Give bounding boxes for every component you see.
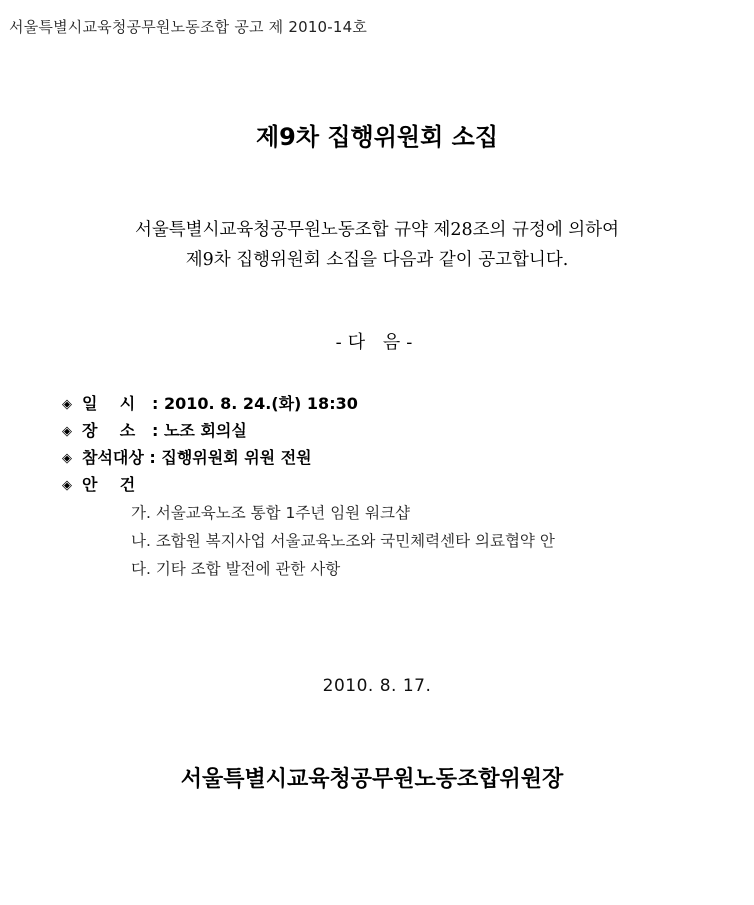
- issue-date: 2010. 8. 17.: [322, 676, 432, 696]
- detail-row-place: [62, 417, 358, 444]
- intro-paragraph: [0, 215, 754, 275]
- agenda-item: 다. 기타 조합 발전에 관한 사항: [131, 560, 341, 578]
- diamond-bullet-icon: ◈: [62, 478, 72, 493]
- intro-line-1: 서울특별시교육청공무원노동조합 규약 제28조의 규정에 의하여: [134, 220, 620, 240]
- detail-label-place: 장 소: [82, 421, 136, 440]
- agenda-list: [131, 499, 555, 583]
- meeting-details: [62, 390, 358, 498]
- detail-row-agenda: [62, 471, 358, 498]
- intro-line-2: 제9차 집행위원회 소집을 다음과 같이 공고합니다.: [185, 250, 569, 270]
- diamond-bullet-icon: ◈: [62, 451, 72, 466]
- detail-label-date: 일 시: [82, 394, 136, 413]
- section-separator: -다 음-: [335, 332, 419, 353]
- detail-row-date: [62, 390, 358, 417]
- agenda-item: 나. 조합원 복지사업 서울교육노조와 국민체력센타 의료협약 안: [131, 532, 555, 550]
- detail-row-attendees: [62, 444, 358, 471]
- diamond-bullet-icon: ◈: [62, 397, 72, 412]
- notice-number: 서울특별시교육청공무원노동조합 공고 제 2010-14호: [9, 18, 368, 36]
- detail-label-attendees: 참석대상: [82, 448, 144, 467]
- diamond-bullet-icon: ◈: [62, 424, 72, 439]
- detail-value-attendees: : 집행위원회 위원 전원: [143, 448, 312, 467]
- detail-label-agenda: 안 건: [82, 475, 136, 494]
- signature: 서울특별시교육청공무원노동조합위원장: [180, 767, 564, 792]
- detail-value-place: : 노조 회의실: [152, 421, 247, 440]
- detail-value-date: : 2010. 8. 24.(화) 18:30: [152, 394, 358, 413]
- document-title: 제9차 집행위원회 소집: [255, 123, 499, 151]
- agenda-item: 가. 서울교육노조 통합 1주년 임원 워크샵: [131, 504, 410, 522]
